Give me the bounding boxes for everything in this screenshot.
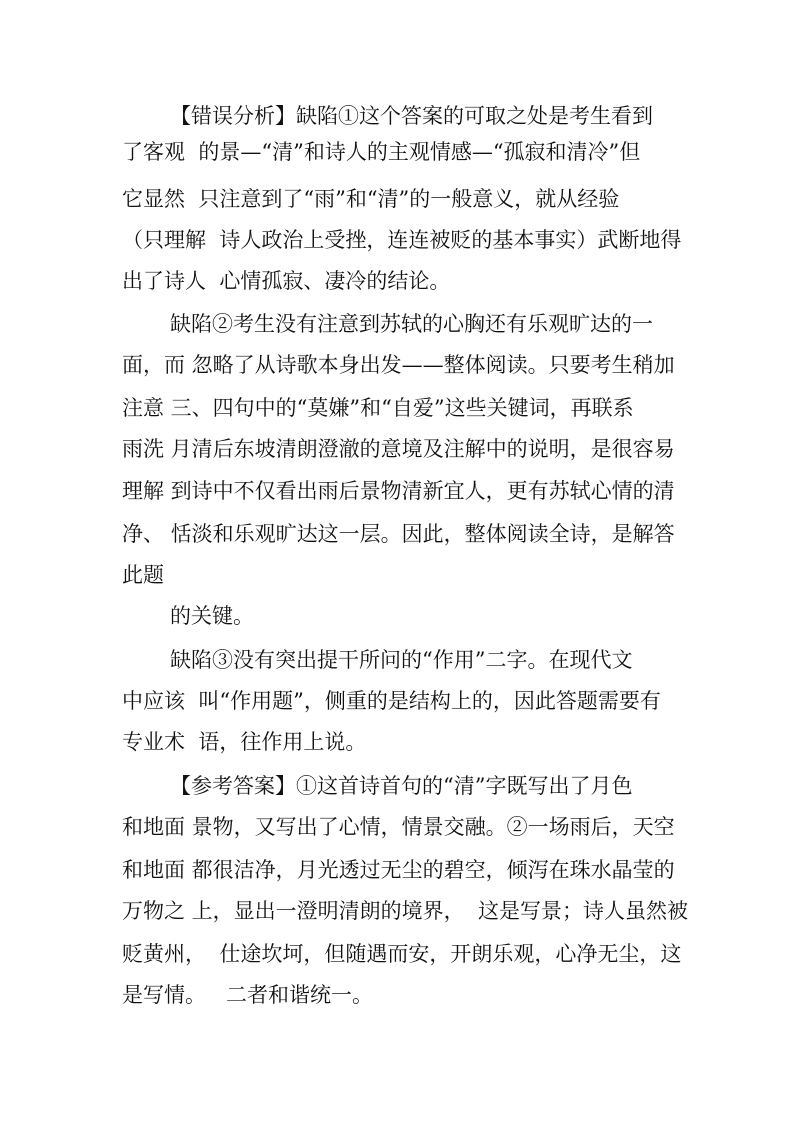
error-analysis-line-2: 了客观 的景—“清”和诗人的主观情感—“孤寂和清冷”但 bbox=[122, 140, 641, 164]
defect-2-line-6: 净、 恬淡和乐观旷达这一层。因此，整体阅读全诗，是解答 bbox=[122, 522, 675, 546]
reference-answer-line-1: 【参考答案】①这首诗首句的“清”字既写出了月色 bbox=[170, 774, 633, 798]
reference-answer-line-5: 贬黄州， 仕途坎坷，但随遇而安，开朗乐观，心净无尘，这 bbox=[122, 942, 682, 966]
error-analysis-line-3: 它显然 只注意到了“雨”和“清”的一般意义，就从经验 bbox=[122, 187, 620, 211]
defect-2-line-5: 理解 到诗中不仅看出雨后景物清新宜人，更有苏轼心情的清 bbox=[122, 479, 675, 503]
error-analysis-line-4: （只理解 诗人政治上受挫，连连被贬的基本事实）武断地得 bbox=[122, 228, 682, 252]
defect-2-line-7: 此题 bbox=[122, 563, 164, 587]
defect-3-line-2: 中应该 叫“作用题”，侧重的是结构上的，因此答题需要有 bbox=[122, 689, 661, 713]
defect-2-line-8: 的关键。 bbox=[170, 604, 254, 628]
defect-2-line-4: 雨洗 月清后东坡清朗澄澈的意境及注解中的说明，是很容易 bbox=[122, 437, 675, 461]
defect-2-line-3: 注意 三、四句中的“莫嫌”和“自爱”这些关键词，再联系 bbox=[122, 396, 634, 420]
defect-2-line-2: 面，而 忽略了从诗歌本身出发——整体阅读。只要考生稍加 bbox=[122, 353, 675, 377]
reference-answer-line-2: 和地面 景物，又写出了心情，情景交融。②一场雨后，天空 bbox=[122, 815, 675, 839]
reference-answer-line-3: 和地面 都很洁净，月光透过无尘的碧空，倾泻在珠水晶莹的 bbox=[122, 858, 675, 882]
error-analysis-line-5: 出了诗人 心情孤寂、凄冷的结论。 bbox=[122, 269, 451, 293]
defect-2-line-1: 缺陷②考生没有注意到苏轼的心胸还有乐观旷达的一 bbox=[170, 312, 653, 336]
reference-answer-line-6: 是写情。 二者和谐统一。 bbox=[122, 983, 374, 1007]
reference-answer-line-4: 万物之 上，显出一澄明清朗的境界， 这是写景；诗人虽然被 bbox=[122, 899, 689, 923]
defect-3-line-3: 专业术 语，往作用上说。 bbox=[122, 730, 367, 754]
error-analysis-line-1: 【错误分析】缺陷①这个答案的可取之处是考生看到 bbox=[170, 104, 653, 128]
defect-3-line-1: 缺陷③没有突出提干所问的“作用”二字。在现代文 bbox=[170, 648, 633, 672]
